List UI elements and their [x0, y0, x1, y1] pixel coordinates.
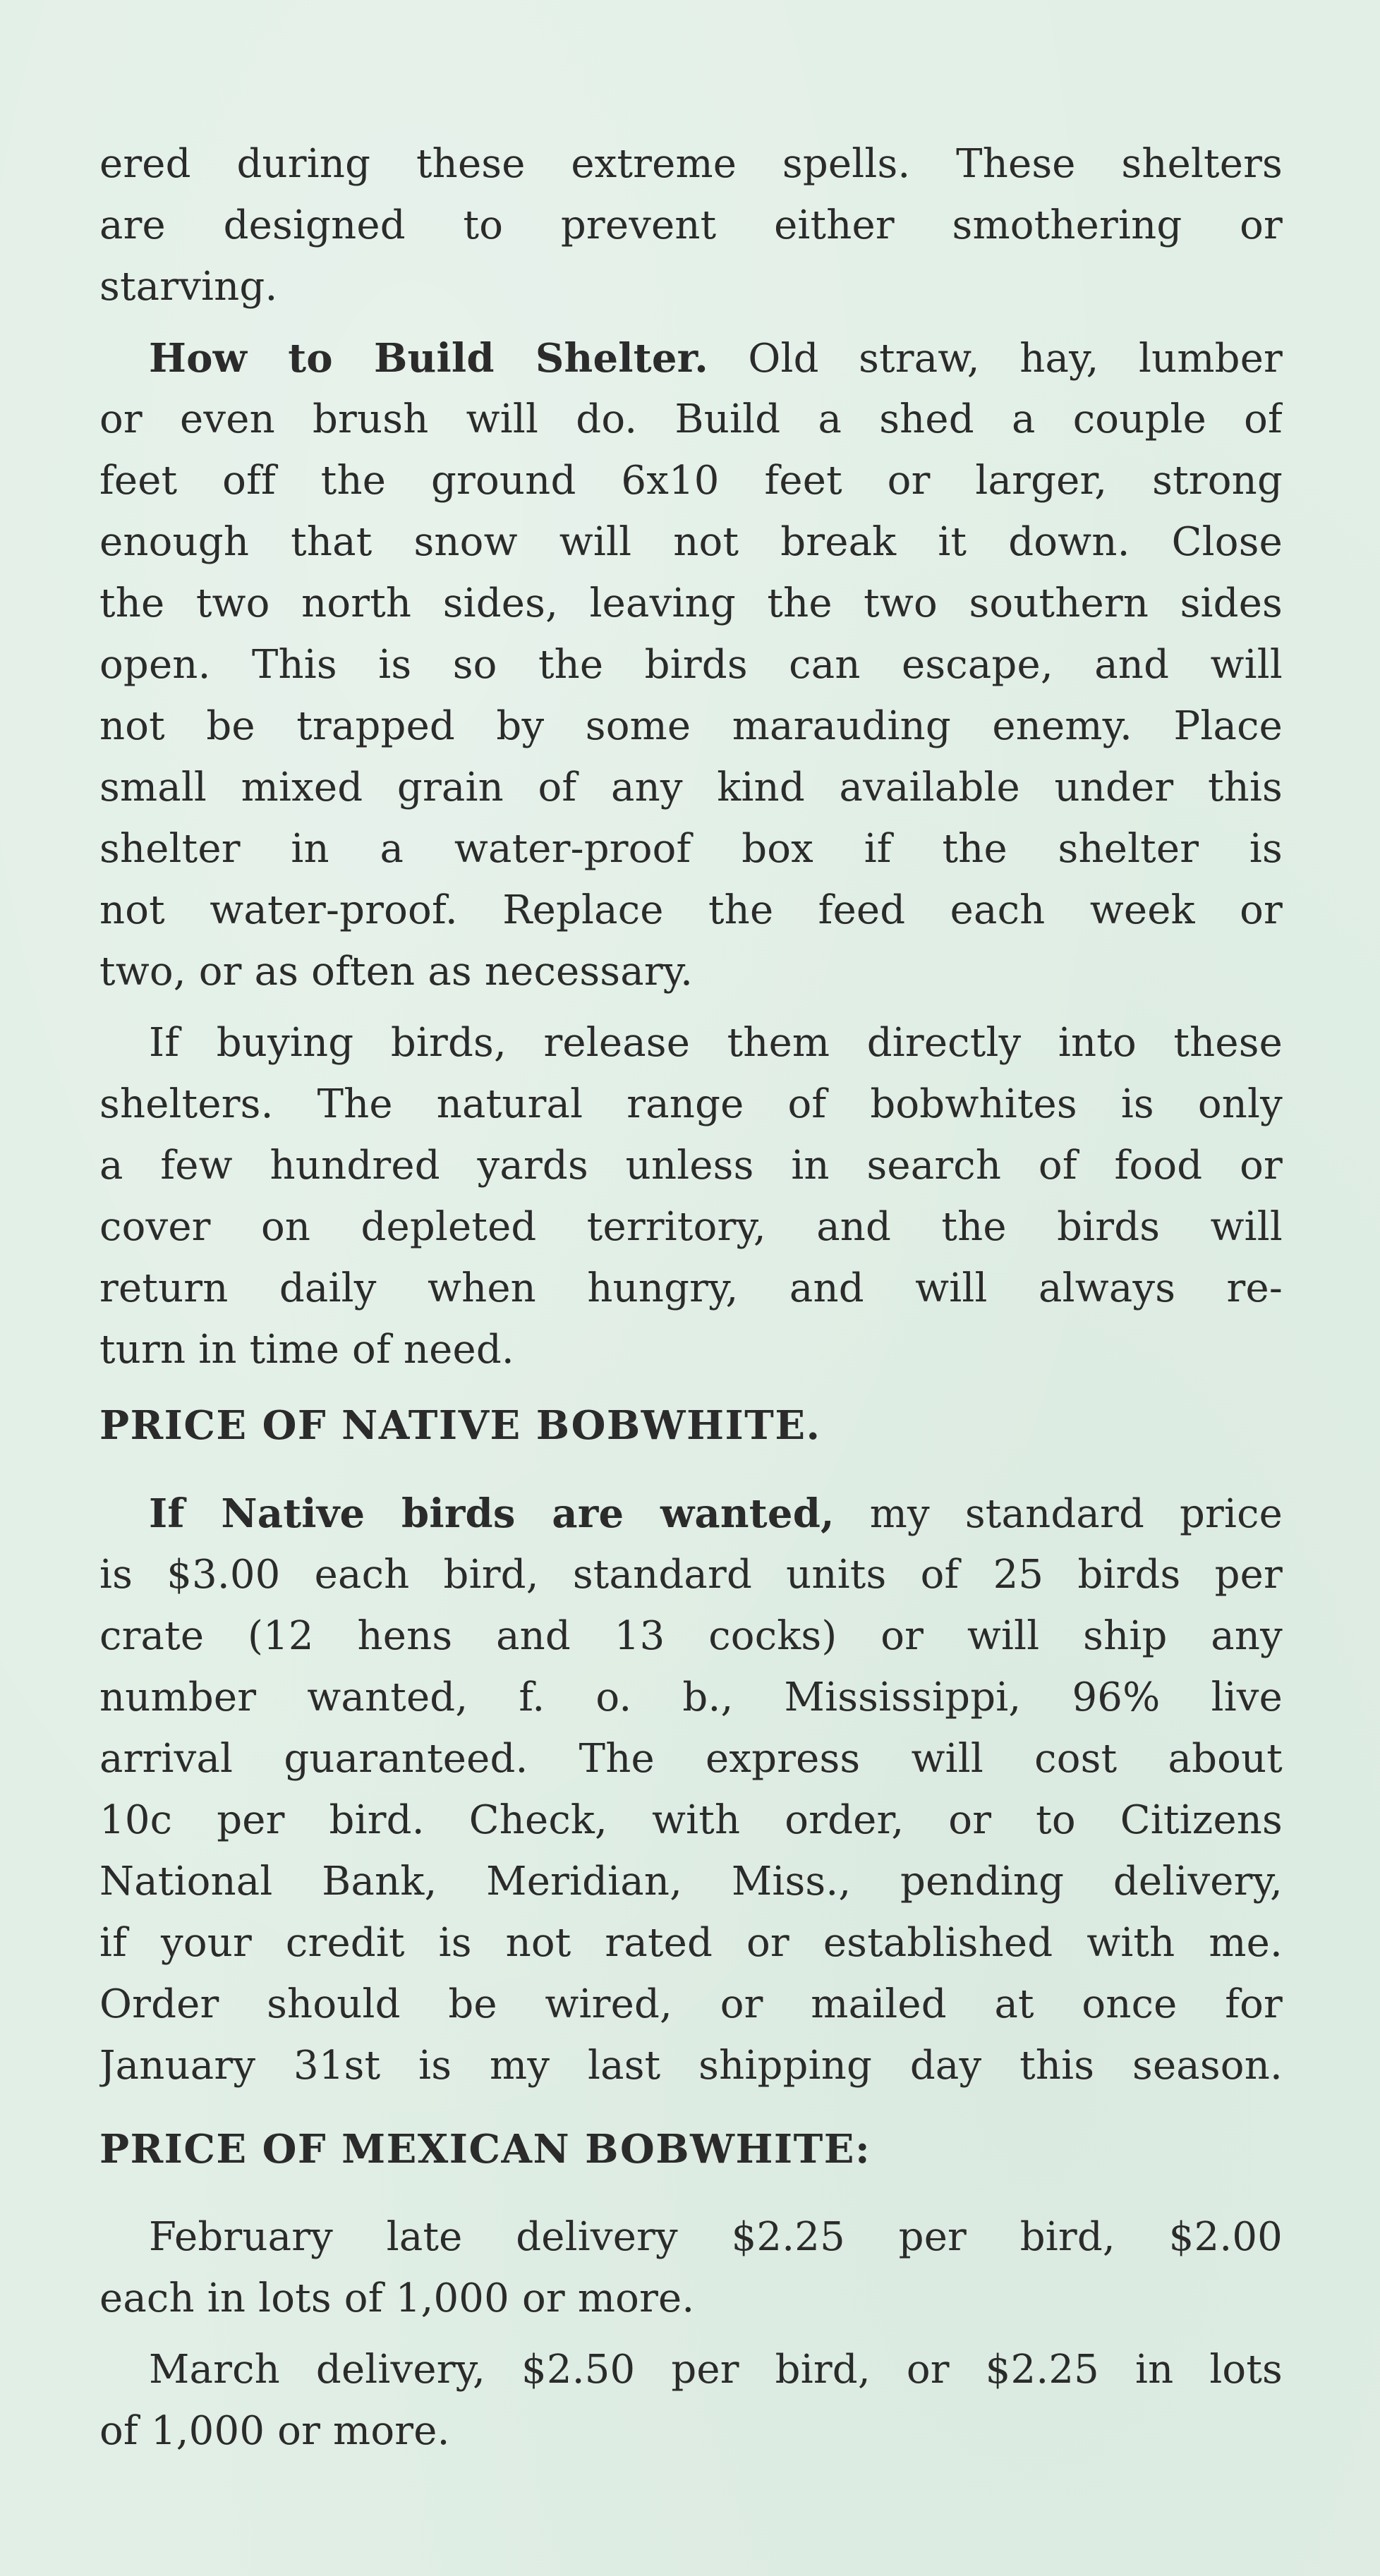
- paragraph-5-line-1: February late delivery $2.25 per bird, $2.00: [149, 2214, 1283, 2260]
- paragraph-4-line-7: National Bank, Meridian, Miss., pending delivery,: [99, 1859, 1283, 1904]
- paragraph-1-line-2: are designed to prevent either smothering or: [99, 202, 1283, 248]
- paragraph-3-line-4: cover on depleted territory, and the birds will: [99, 1204, 1283, 1250]
- paragraph-4-line-6: 10c per bird. Check, with order, or to Citizens: [99, 1797, 1283, 1843]
- paragraph-2-line-6: open. This is so the birds can escape, and will: [99, 642, 1283, 688]
- paragraph-3-line-3: a few hundred yards unless in search of food or: [99, 1143, 1283, 1189]
- paragraph-2-line-5: the two north sides, leaving the two southern sides: [99, 581, 1283, 626]
- paragraph-4-line-2: is $3.00 each bird, standard units of 25 birds per: [99, 1552, 1283, 1598]
- paragraph-4-line-9: Order should be wired, or mailed at once for: [99, 1981, 1283, 2027]
- paragraph-1-line-1: ered during these extreme spells. These shelters: [99, 141, 1283, 187]
- shelter-heading-lead: How to Build Shelter.: [149, 335, 708, 382]
- paragraph-2-line-3: feet off the ground 6x10 feet or larger, strong: [99, 458, 1283, 504]
- paragraph-2-line-9: shelter in a water-proof box if the shelter is: [99, 826, 1283, 872]
- paragraph-3-line-2: shelters. The natural range of bobwhites is only: [99, 1081, 1283, 1127]
- paragraph-2-line-11: two, or as often as necessary.: [99, 949, 694, 995]
- paragraph-6-line-1: March delivery, $2.50 per bird, or $2.25 in lots: [149, 2347, 1283, 2393]
- paragraph-2-line-2: or even brush will do. Build a shed a couple of: [99, 396, 1283, 442]
- paragraph-4-line-3: crate (12 hens and 13 cocks) or will ship any: [99, 1613, 1283, 1659]
- paragraph-2-line-8: small mixed grain of any kind available under this: [99, 765, 1283, 810]
- paragraph-4-line-1: [149, 1482, 1283, 1545]
- paragraph-3-line-6: turn in time of need.: [99, 1327, 514, 1373]
- heading-native-bobwhite: PRICE OF NATIVE BOBWHITE.: [99, 1402, 821, 1449]
- paragraph-2-line-1: [149, 327, 1283, 390]
- paragraph-4-line-1-text: my standard price: [834, 1491, 1283, 1537]
- paragraph-1-line-3: starving.: [99, 264, 278, 310]
- paragraph-2-line-1-text: Old straw, hay, lumber: [708, 336, 1283, 382]
- native-birds-lead: If Native birds are wanted,: [149, 1490, 835, 1537]
- paragraph-4-line-8: if your credit is not rated or established with me.: [99, 1920, 1283, 1966]
- paragraph-2-line-10: not water-proof. Replace the feed each week or: [99, 887, 1283, 933]
- heading-mexican-bobwhite: PRICE OF MEXICAN BOBWHITE:: [99, 2126, 871, 2173]
- paragraph-2-line-7: not be trapped by some marauding enemy. Place: [99, 703, 1283, 749]
- paragraph-4-line-10: January 31st is my last shipping day this season.: [99, 2043, 1283, 2089]
- paragraph-3-line-1: If buying birds, release them directly into these: [149, 1020, 1283, 1066]
- paragraph-6-line-2: of 1,000 or more.: [99, 2408, 450, 2454]
- paragraph-3-line-5: return daily when hungry, and will always re-: [99, 1265, 1283, 1311]
- paragraph-5-line-2: each in lots of 1,000 or more.: [99, 2276, 695, 2321]
- paragraph-4-line-5: arrival guaranteed. The express will cost about: [99, 1736, 1283, 1782]
- paragraph-4-line-4: number wanted, f. o. b., Mississippi, 96% live: [99, 1675, 1283, 1720]
- paragraph-2-line-4: enough that snow will not break it down. Close: [99, 519, 1283, 565]
